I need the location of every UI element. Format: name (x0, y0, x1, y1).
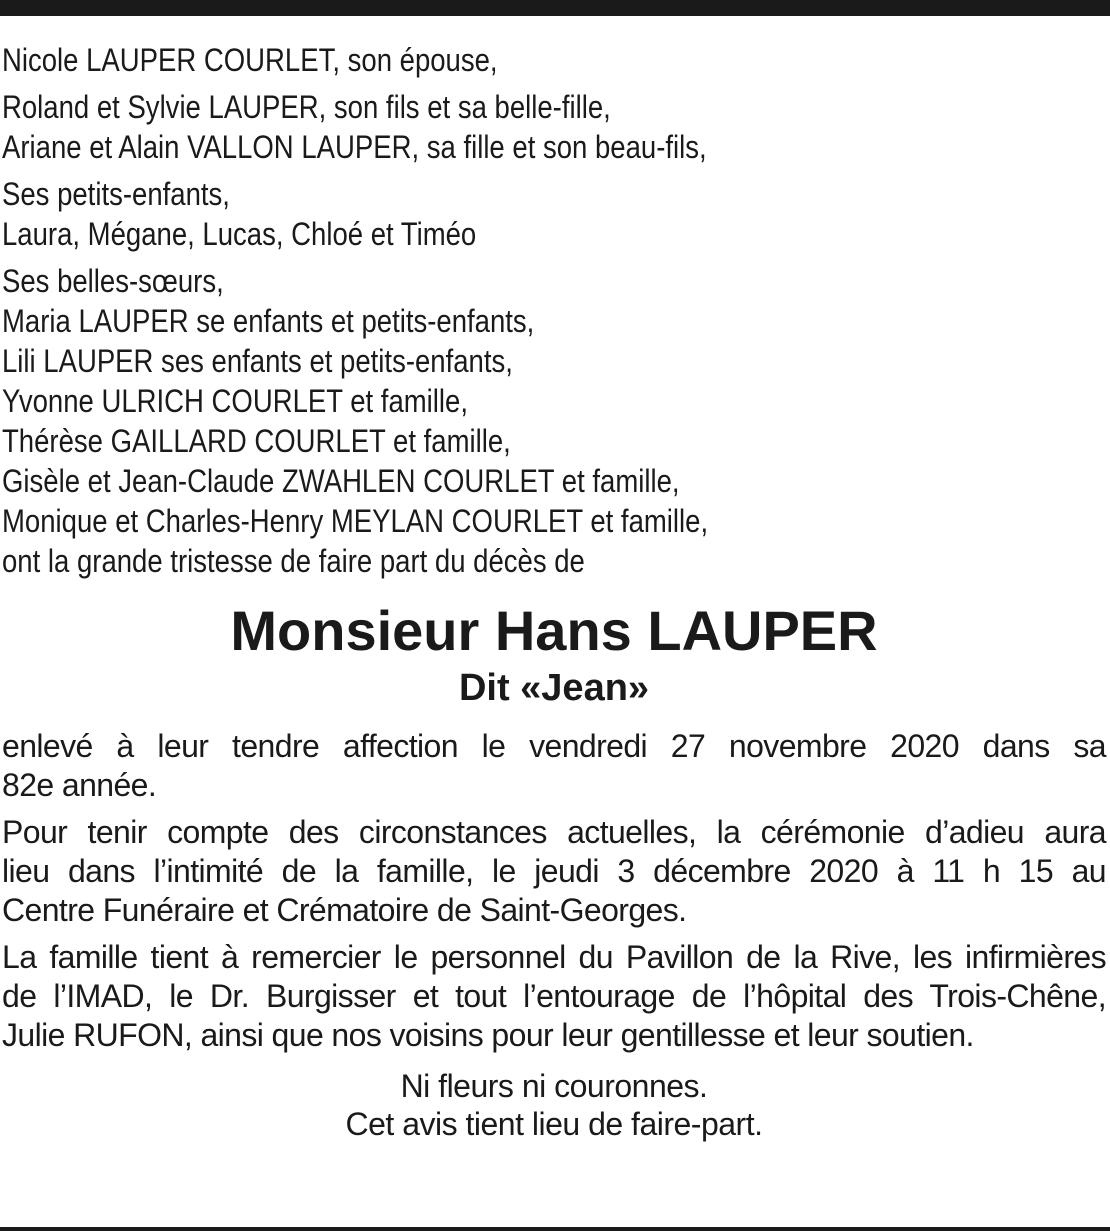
sister-in-law-line: Maria LAUPER se enfants et petits-enfants, (2, 303, 535, 339)
spouse-line: Nicole LAUPER COURLET, son épouse, (2, 42, 498, 78)
announcement-line: ont la grande tristesse de faire part du décès de (2, 543, 585, 579)
closing-block (2, 1067, 1106, 1143)
sister-in-law-line: Gisèle et Jean-Claude ZWAHLEN COURLET et famille, (2, 463, 680, 499)
child-line: Roland et Sylvie LAUPER, son fils et sa belle-fille, (2, 89, 611, 125)
sister-in-law-line: Thérèse GAILLARD COURLET et famille, (2, 423, 511, 459)
grandchildren-group (2, 174, 1106, 254)
thanks-line: Julie RUFON, ainsi que nos voisins pour leur gentillesse et leur soutien. (2, 1017, 974, 1053)
ceremony-line: Pour tenir compte des circonstances actuelles, la cérémonie d’adieu aura (2, 814, 1106, 850)
thanks-paragraph (2, 938, 1106, 1055)
obituary-notice (2, 40, 1106, 1143)
sisters-in-law-group (2, 261, 1106, 581)
deceased-alias: Dit «Jean» (458, 667, 650, 709)
ceremony-line: Centre Funéraire et Crématoire de Saint-Georges. (2, 892, 687, 928)
sisters-in-law-label: Ses belles-sœurs, (2, 263, 224, 299)
children-group (2, 87, 1106, 167)
child-line: Ariane et Alain VALLON LAUPER, sa fille et son beau-fils, (2, 129, 707, 165)
ceremony-line: lieu dans l’intimité de la famille, le jeudi 3 décembre 2020 à 11 h 15 au (2, 853, 1106, 889)
thanks-line: La famille tient à remercier le personnel du Pavillon de la Rive, les infirmières (2, 939, 1106, 975)
deceased-name: Monsieur Hans LAUPER (230, 599, 878, 662)
sister-in-law-line: Yvonne ULRICH COURLET et famille, (2, 383, 468, 419)
sister-in-law-line: Lili LAUPER ses enfants et petits-enfants, (2, 343, 513, 379)
bottom-border-rule (0, 1227, 1110, 1231)
sister-in-law-line: Monique et Charles-Henry MEYLAN COURLET et famille, (2, 503, 709, 539)
no-flowers-line: Ni fleurs ni couronnes. (400, 1068, 708, 1104)
ceremony-paragraph (2, 813, 1106, 930)
grandchildren-names: Laura, Mégane, Lucas, Chloé et Timéo (2, 216, 477, 252)
deceased-block (2, 599, 1106, 713)
top-border-rule (0, 0, 1110, 16)
grandchildren-label: Ses petits-enfants, (2, 176, 230, 212)
notice-line: Cet avis tient lieu de faire-part. (345, 1106, 763, 1142)
death-notice-paragraph (2, 727, 1106, 805)
notice-body (2, 727, 1106, 1055)
thanks-line: de l’IMAD, le Dr. Burgisser et tout l’entourage de l’hôpital des Trois-Chêne, (2, 978, 1106, 1014)
death-notice-line: 82e année. (2, 767, 157, 803)
death-notice-line: enlevé à leur tendre affection le vendredi 27 novembre 2020 dans sa (2, 728, 1106, 764)
spouse-group (2, 40, 1106, 80)
